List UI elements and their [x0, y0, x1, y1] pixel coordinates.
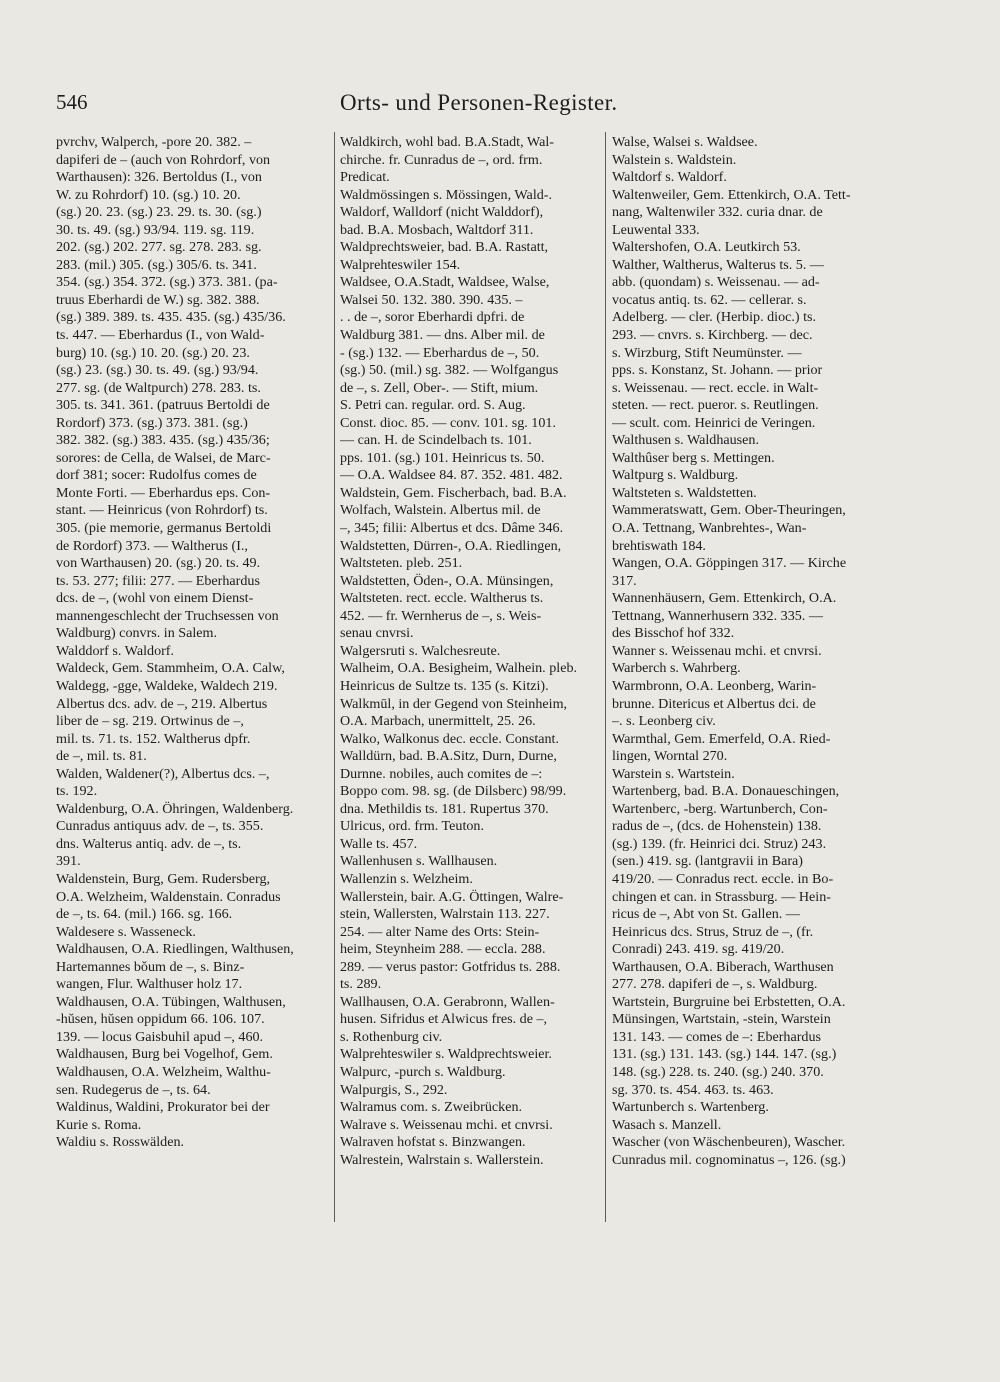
index-line: 317. — [612, 572, 637, 589]
index-line: Predicat. — [340, 169, 390, 186]
index-line: husen. Sifridus et Alwicus fres. de –, — [340, 1011, 548, 1028]
index-line: sorores: de Cella, de Walsei, de Marc- — [56, 449, 271, 466]
index-line: stant. — Heinricus (von Rohrdorf) ts. — [56, 502, 268, 519]
index-line: Waltenweiler, Gem. Ettenkirch, O.A. Tett- — [612, 186, 851, 203]
index-line: Waldenburg, O.A. Öhringen, Waldenberg. — [56, 800, 294, 817]
index-line: de –, s. Zell, Ober-. — Stift, mium. — [340, 379, 539, 396]
index-line: Waldiu s. Rosswälden. — [56, 1134, 185, 1151]
index-line: Waldsee, O.A.Stadt, Waldsee, Walse, — [340, 274, 550, 291]
index-line: 289. — verus pastor: Gotfridus ts. 288. — [340, 958, 561, 975]
page-number: 546 — [56, 90, 88, 114]
index-line: ts. 192. — [56, 783, 98, 800]
index-line: Waldinus, Waldini, Prokurator bei der — [56, 1099, 270, 1116]
index-line: (sg.) 50. (mil.) sg. 382. — Wolfgangus — [340, 362, 559, 379]
index-line: Wasach s. Manzell. — [612, 1116, 722, 1133]
index-line: 305. (pie memorie, germanus Bertoldi — [56, 520, 272, 537]
index-line: nang, Waltenwiler 332. curia dnar. de — [612, 204, 823, 221]
index-line: Walko, Walkonus dec. eccle. Constant. — [340, 730, 559, 747]
index-line: Walthûser berg s. Mettingen. — [612, 449, 775, 466]
index-line: liber de – sg. 219. Ortwinus de –, — [56, 713, 244, 730]
index-line: Kurie s. Roma. — [56, 1116, 142, 1133]
index-line: Wammeratswatt, Gem. Ober-Theuringen, — [612, 502, 846, 519]
index-line: stein, Wallersten, Walrstain 113. 227. — [340, 906, 550, 923]
index-line: Waltsteten s. Waldstetten. — [612, 484, 757, 501]
index-line: W. zu Rohrdorf) 10. (sg.) 10. 20. — [56, 186, 241, 203]
index-line: Waltershofen, O.A. Leutkirch 53. — [612, 239, 801, 256]
index-line: Waldeck, Gem. Stammheim, O.A. Calw, — [56, 660, 285, 677]
page-title: Orts- und Personen-Register. — [340, 90, 618, 115]
index-line: wangen, Flur. Walthuser holz 17. — [56, 976, 243, 993]
index-line: 148. (sg.) 228. ts. 240. (sg.) 240. 370. — [612, 1063, 824, 1080]
index-line: chirche. fr. Cunradus de –, ord. frm. — [340, 151, 543, 168]
index-line: — O.A. Waldsee 84. 87. 352. 481. 482. — [340, 467, 563, 484]
index-line: s. Wirzburg, Stift Neumünster. — — [612, 344, 802, 361]
index-line: –, 345; filii: Albertus et dcs. Dâme 346. — [340, 520, 564, 537]
index-line: 283. (mil.) 305. (sg.) 305/6. ts. 341. — [56, 256, 257, 273]
index-line: O.A. Tettnang, Wanbrehtes-, Wan- — [612, 520, 807, 537]
index-line: chingen et can. in Strassburg. — Hein- — [612, 888, 831, 905]
index-line: pvrchv, Walperch, -pore 20. 382. – — [56, 134, 252, 150]
column-divider — [334, 132, 335, 1222]
index-line: Cunradus antiquus adv. de –, ts. 355. — [56, 818, 264, 835]
index-line: Walpurgis, S., 292. — [340, 1081, 448, 1098]
index-line: –. s. Leonberg civ. — [612, 713, 716, 730]
index-line: Wallenzin s. Welzheim. — [340, 870, 473, 887]
index-line: Waltdorf s. Waldorf. — [612, 169, 727, 186]
index-line: Wartenberg, bad. B.A. Donaueschingen, — [612, 783, 840, 800]
index-line: dns. Walterus antiq. adv. de –, ts. — [56, 835, 242, 852]
index-line: mannengeschlecht der Truchsessen von — [56, 607, 279, 624]
index-line: (sg.) 20. 23. (sg.) 23. 29. ts. 30. (sg.) — [56, 204, 262, 221]
index-line: sg. 370. ts. 454. 463. ts. 463. — [612, 1081, 774, 1098]
index-line: heim, Steynheim 288. — eccla. 288. — [340, 941, 546, 958]
index-line: s. Rothenburg civ. — [340, 1028, 443, 1045]
index-line: Waldhausen, O.A. Tübingen, Walthusen, — [56, 993, 286, 1010]
index-line: Wallerstein, bair. A.G. Öttingen, Walre- — [340, 888, 564, 905]
index-line: Waldmössingen s. Mössingen, Wald-. — [340, 186, 552, 203]
index-line: Walther, Waltherus, Walterus ts. 5. — — [612, 256, 824, 273]
index-line: lingen, Worntal 270. — [612, 748, 728, 765]
index-line: Wolfach, Walstein. Albertus mil. de — [340, 502, 541, 519]
index-line: Albertus dcs. adv. de –, 219. Albertus — [56, 695, 268, 712]
index-line: (sg.) 139. (fr. Heinrici dci. Struz) 243. — [612, 835, 827, 852]
index-line: 139. — locus Gaisbuhil apud –, 460. — [56, 1028, 264, 1045]
index-line: Walsei 50. 132. 380. 390. 435. – — [340, 291, 523, 308]
index-line: vocatus antiq. ts. 62. — cellerar. s. — [612, 291, 807, 308]
index-line: 305. ts. 341. 361. (patruus Bertoldi de — [56, 397, 270, 414]
index-line: truus Eberhardi de W.) sg. 382. 388. — [56, 291, 260, 308]
index-line: Warthausen): 326. Bertoldus (I., von — [56, 169, 262, 186]
index-line: Walraven hofstat s. Binzwangen. — [340, 1134, 526, 1151]
index-line: Walgersruti s. Walchesreute. — [340, 642, 501, 659]
index-line: Waldenstein, Burg, Gem. Rudersberg, — [56, 870, 271, 887]
index-line: Wartenberc, -berg. Wartunberch, Con- — [612, 800, 828, 817]
index-line: pps. s. Konstanz, St. Johann. — prior — [612, 362, 823, 379]
index-line: pps. 101. (sg.) 101. Heinricus ts. 50. — [340, 449, 545, 466]
index-line: 131. (sg.) 131. 143. (sg.) 144. 147. (sg.) — [612, 1046, 837, 1063]
index-line: 382. 382. (sg.) 383. 435. (sg.) 435/36; — [56, 432, 270, 449]
index-line: O.A. Marbach, unermittelt, 25. 26. — [340, 713, 536, 730]
index-column-left — [56, 134, 328, 1152]
index-line: s. Weissenau. — rect. eccle. in Walt- — [612, 379, 819, 396]
index-line: Wallhausen, O.A. Gerabronn, Wallen- — [340, 993, 555, 1010]
index-line: Waldegg, -gge, Waldeke, Waldech 219. — [56, 677, 278, 694]
index-line: Waldhausen, O.A. Welzheim, Walthu- — [56, 1063, 271, 1080]
index-line: bad. B.A. Mosbach, Waltdorf 311. — [340, 221, 534, 238]
index-line: 277. 278. dapiferi de –, s. Waldburg. — [612, 976, 818, 993]
index-line: Walrave s. Weissenau mchi. et cnvrsi. — [340, 1116, 553, 1133]
index-line: Münsingen, Wartstain, -stein, Warstein — [612, 1011, 831, 1028]
index-line: mil. ts. 71. ts. 152. Waltherus dpfr. — [56, 730, 251, 747]
index-line: O.A. Welzheim, Waldenstain. Conradus — [56, 888, 281, 905]
index-line: de –, ts. 64. (mil.) 166. sg. 166. — [56, 906, 233, 923]
index-line: Waltsteten. rect. eccle. Waltherus ts. — [340, 590, 544, 607]
index-line: Warmbronn, O.A. Leonberg, Warin- — [612, 677, 817, 694]
index-line: Boppo com. 98. sg. (de Dilsberc) 98/99. — [340, 783, 567, 800]
index-line: Walden, Waldener(?), Albertus dcs. –, — [56, 765, 270, 782]
index-line: 131. 143. — comes de –: Eberhardus — [612, 1028, 822, 1045]
index-line: burg) 10. (sg.) 10. 20. (sg.) 20. 23. — [56, 344, 250, 361]
index-line: Wascher (von Wäschenbeuren), Wascher. — [612, 1134, 846, 1151]
index-line: (sg.) 389. 389. ts. 435. 435. (sg.) 435/36. — [56, 309, 286, 326]
index-line: Tettnang, Wannerhusern 332. 335. — — [612, 607, 823, 624]
index-line: Walthusen s. Waldhausen. — [612, 432, 759, 449]
index-line: 254. — alter Name des Orts: Stein- — [340, 923, 540, 940]
index-line: Wartstein, Burgruine bei Erbstetten, O.A. — [612, 993, 846, 1010]
index-line: radus de –, (dcs. de Hohenstein) 138. — [612, 818, 822, 835]
index-line: Walramus com. s. Zweibrücken. — [340, 1099, 523, 1116]
index-line: Leuwental 333. — [612, 221, 700, 238]
index-line: Monte Forti. — Eberhardus eps. Con- — [56, 484, 271, 501]
index-line: Walkmūl, in der Gegend von Steinheim, — [340, 695, 568, 712]
index-line: Walheim, O.A. Besigheim, Walhein. pleb. — [340, 660, 578, 677]
index-line: Waldesere s. Wasseneck. — [56, 923, 196, 940]
index-line: Warmthal, Gem. Emerfeld, O.A. Ried- — [612, 730, 831, 747]
index-line: Waltsteten. pleb. 251. — [340, 555, 463, 572]
index-line: Walstein s. Waldstein. — [612, 151, 737, 168]
index-line: Cunradus mil. cognominatus –, 126. (sg.) — [612, 1151, 846, 1168]
index-line: 452. — fr. Wernherus de –, s. Weis- — [340, 607, 542, 624]
index-line: Adelberg. — cler. (Herbip. dioc.) ts. — [612, 309, 817, 326]
index-line: abb. (quondam) s. Weissenau. — ad- — [612, 274, 820, 291]
index-line: Walse, Walsei s. Waldsee. — [612, 134, 758, 150]
index-line: - (sg.) 132. — Eberhardus de –, 50. — [340, 344, 540, 361]
index-line: Warberch s. Wahrberg. — [612, 660, 741, 677]
index-line: sen. Rudegerus de –, ts. 64. — [56, 1081, 211, 1098]
index-line: — can. H. de Scindelbach ts. 101. — [340, 432, 532, 449]
index-line: von Warthausen) 20. (sg.) 20. ts. 49. — [56, 555, 261, 572]
index-line: Rordorf) 373. (sg.) 373. 381. (sg.) — [56, 414, 248, 431]
index-line: brehtiswath 184. — [612, 537, 706, 554]
index-line: 419/20. — Conradus rect. eccle. in Bo- — [612, 870, 834, 887]
index-line: Walrestein, Walrstain s. Wallerstein. — [340, 1151, 544, 1168]
index-line: Waldburg) convrs. in Salem. — [56, 625, 218, 642]
column-divider — [605, 132, 606, 1222]
index-line: Waldstein, Gem. Fischerbach, bad. B.A. — [340, 484, 567, 501]
index-line: 30. ts. 49. (sg.) 93/94. 119. sg. 119. — [56, 221, 255, 238]
index-line: Waldprechtsweier, bad. B.A. Rastatt, — [340, 239, 549, 256]
index-line: 293. — cnvrs. s. Kirchberg. — dec. — [612, 327, 813, 344]
index-line: 277. sg. (de Waltpurch) 278. 283. ts. — [56, 379, 261, 396]
index-column-right — [612, 134, 884, 1169]
index-line: senau cnvrsi. — [340, 625, 414, 642]
index-line: Wallenhusen s. Wallhausen. — [340, 853, 498, 870]
index-line: Ulricus, ord. frm. Teuton. — [340, 818, 484, 835]
index-line: Hartemannes bǒum de –, s. Binz- — [56, 958, 245, 975]
index-line: Walldürn, bad. B.A.Sitz, Durn, Durne, — [340, 748, 557, 765]
index-line: dapiferi de – (auch von Rohrdorf, von — [56, 151, 271, 168]
index-line: Walpurc, -purch s. Waldburg. — [340, 1063, 506, 1080]
index-line: Wangen, O.A. Göppingen 317. — Kirche — [612, 555, 847, 572]
index-line: Heinricus dcs. Strus, Struz de –, (fr. — [612, 923, 814, 940]
index-column-middle — [340, 134, 602, 1169]
index-line: steten. — rect. pueror. s. Reutlingen. — [612, 397, 819, 414]
index-line: ricus de –, Abt von St. Gallen. — — [612, 906, 800, 923]
index-line: des Bisschof hof 332. — [612, 625, 735, 642]
index-line: . . de –, soror Eberhardi dpfri. de — [340, 309, 525, 326]
index-line: Waldkirch, wohl bad. B.A.Stadt, Wal- — [340, 134, 554, 150]
index-line: ts. 289. — [340, 976, 382, 993]
index-line: 391. — [56, 853, 81, 870]
index-line: brunne. Ditericus et Albertus dci. de — [612, 695, 816, 712]
index-line: -hŭsen, hŭsen oppidum 66. 106. 107. — [56, 1011, 265, 1028]
index-line: Wannenhäusern, Gem. Ettenkirch, O.A. — [612, 590, 837, 607]
index-line: Conradi) 243. 419. sg. 419/20. — [612, 941, 785, 958]
index-line: dcs. de –, (wohl von einem Dienst- — [56, 590, 254, 607]
index-line: Warthausen, O.A. Biberach, Warthusen — [612, 958, 834, 975]
index-line: Heinricus de Sultze ts. 135 (s. Kitzi). — [340, 677, 549, 694]
index-line: ts. 447. — Eberhardus (I., von Wald- — [56, 327, 265, 344]
index-line: Walddorf s. Waldorf. — [56, 642, 175, 659]
index-line: Waldhausen, Burg bei Vogelhof, Gem. — [56, 1046, 273, 1063]
index-line: Waldstetten, Öden-, O.A. Münsingen, — [340, 572, 554, 589]
index-line: 354. (sg.) 354. 372. (sg.) 373. 381. (pa- — [56, 274, 278, 291]
index-line: (sen.) 419. sg. (lantgravii in Bara) — [612, 853, 803, 870]
index-line: Waldburg 381. — dns. Alber mil. de — [340, 327, 545, 344]
index-line: Wanner s. Weissenau mchi. et cnvrsi. — [612, 642, 822, 659]
index-line: Warstein s. Wartstein. — [612, 765, 735, 782]
index-line: Walprehteswiler 154. — [340, 256, 461, 273]
index-line: Walle ts. 457. — [340, 835, 418, 852]
index-line: dorf 381; socer: Rudolfus comes de — [56, 467, 257, 484]
index-line: de –, mil. ts. 81. — [56, 748, 147, 765]
index-line: Waltpurg s. Waldburg. — [612, 467, 739, 484]
index-line: Durnne. nobiles, auch comites de –: — [340, 765, 543, 782]
index-line: Const. dioc. 85. — conv. 101. sg. 101. — [340, 414, 556, 431]
index-line: Waldorf, Walldorf (nicht Walddorf), — [340, 204, 544, 221]
index-line: 202. (sg.) 202. 277. sg. 278. 283. sg. — [56, 239, 262, 256]
index-line: — scult. com. Heinrici de Veringen. — [612, 414, 816, 431]
index-line: de Rordorf) 373. — Waltherus (I., — [56, 537, 248, 554]
index-line: Waldstetten, Dürren-, O.A. Riedlingen, — [340, 537, 562, 554]
index-line: S. Petri can. regular. ord. S. Aug. — [340, 397, 526, 414]
index-line: Waldhausen, O.A. Riedlingen, Walthusen, — [56, 941, 294, 958]
index-line: Walprehteswiler s. Waldprechtsweier. — [340, 1046, 552, 1063]
index-line: ts. 53. 277; filii: 277. — Eberhardus — [56, 572, 260, 589]
index-line: dna. Methildis ts. 181. Rupertus 370. — [340, 800, 549, 817]
index-line: (sg.) 23. (sg.) 30. ts. 49. (sg.) 93/94. — [56, 362, 259, 379]
index-line: Wartunberch s. Wartenberg. — [612, 1099, 769, 1116]
